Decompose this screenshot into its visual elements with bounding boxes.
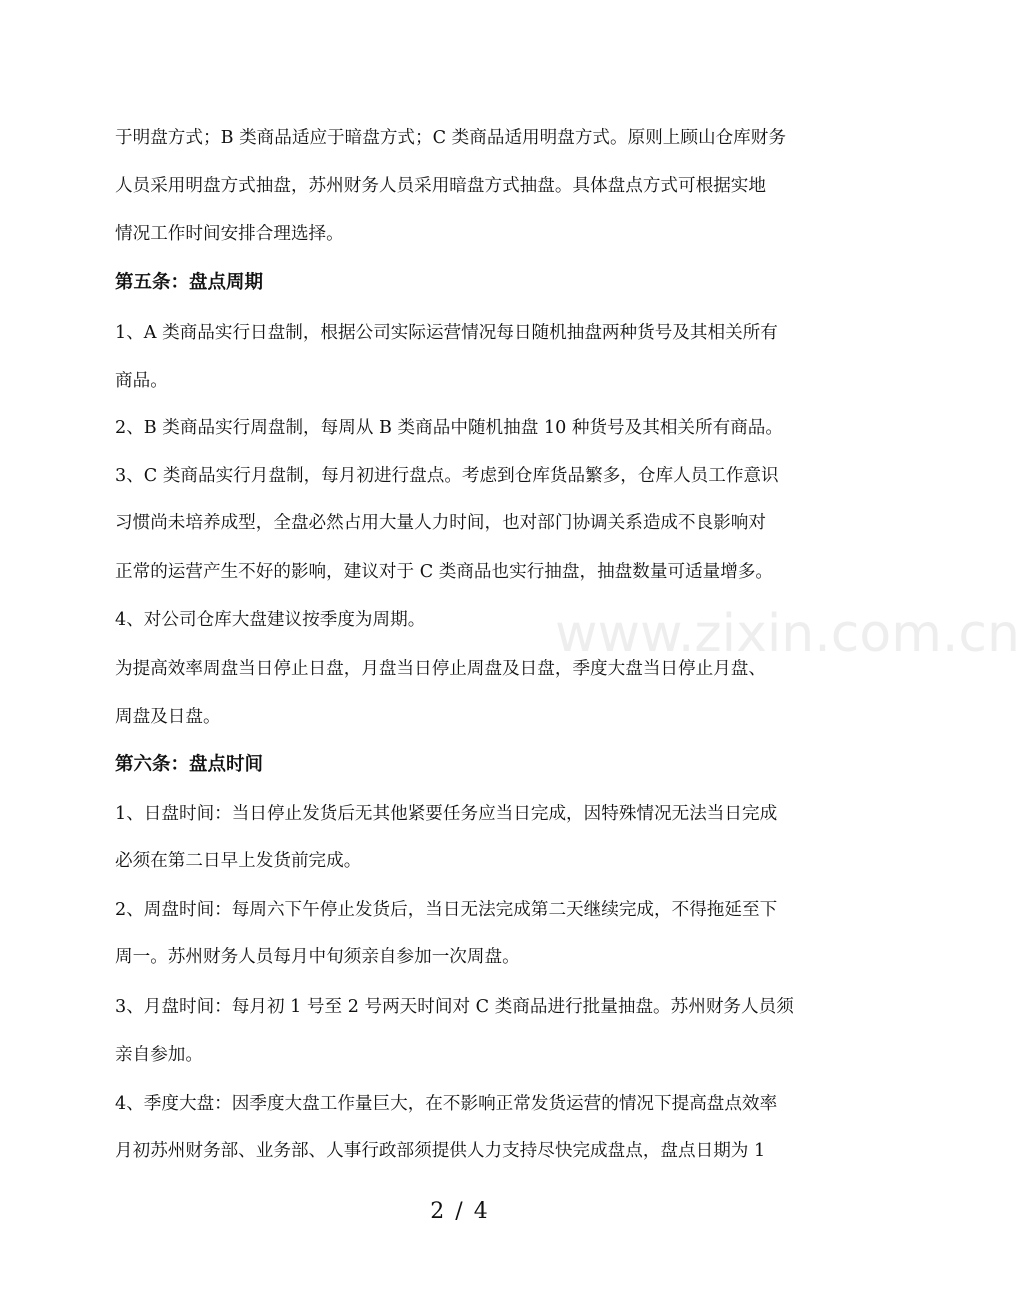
section-heading: 第五条：盘点周期 (115, 272, 264, 293)
body-line: 周一。苏州财务人员每月中旬须亲自参加一次周盘。 (115, 947, 520, 967)
body-line: 3、C 类商品实行月盘制，每月初进行盘点。考虑到仓库货品繁多，仓库人员工作意识 (115, 466, 779, 486)
body-line: 人员采用明盘方式抽盘，苏州财务人员采用暗盘方式抽盘。具体盘点方式可根据实地 (115, 176, 766, 196)
body-line: 正常的运营产生不好的影响，建议对于 C 类商品也实行抽盘，抽盘数量可适量增多。 (115, 562, 774, 582)
body-line: 3、月盘时间：每月初 1 号至 2 号两天时间对 C 类商品进行批量抽盘。苏州财务人员须 (115, 997, 794, 1017)
body-line: 为提高效率周盘当日停止日盘，月盘当日停止周盘及日盘，季度大盘当日停止月盘、 (115, 659, 766, 679)
body-line: 4、对公司仓库大盘建议按季度为周期。 (115, 610, 426, 630)
body-line: 2、B 类商品实行周盘制，每周从 B 类商品中随机抽盘 10 种货号及其相关所有商品。 (115, 418, 783, 438)
body-line: 周盘及日盘。 (115, 707, 221, 727)
body-line: 亲自参加。 (115, 1045, 203, 1065)
body-line: 1、A 类商品实行日盘制，根据公司实际运营情况每日随机抽盘两种货号及其相关所有 (115, 323, 778, 343)
watermark: www.zixin.com.cn (555, 604, 1020, 664)
body-line: 4、季度大盘：因季度大盘工作量巨大，在不影响正常发货运营的情况下提高盘点效率 (115, 1094, 778, 1114)
body-line: 习惯尚未培养成型，全盘必然占用大量人力时间，也对部门协调关系造成不良影响对 (115, 513, 766, 533)
body-line: 情况工作时间安排合理选择。 (115, 224, 344, 244)
section-heading: 第六条：盘点时间 (115, 754, 264, 775)
body-line: 必须在第二日早上发货前完成。 (115, 851, 362, 871)
body-line: 月初苏州财务部、业务部、人事行政部须提供人力支持尽快完成盘点，盘点日期为 1 (115, 1141, 766, 1161)
body-line: 1、日盘时间：当日停止发货后无其他紧要任务应当日完成，因特殊情况无法当日完成 (115, 804, 778, 824)
body-line: 2、周盘时间：每周六下午停止发货后，当日无法完成第二天继续完成，不得拖延至下 (115, 900, 778, 920)
page-number: 2 / 4 (430, 1199, 490, 1224)
body-line: 于明盘方式；B 类商品适应于暗盘方式；C 类商品适用明盘方式。原则上顾山仓库财务 (115, 128, 786, 148)
body-line: 商品。 (115, 371, 168, 391)
